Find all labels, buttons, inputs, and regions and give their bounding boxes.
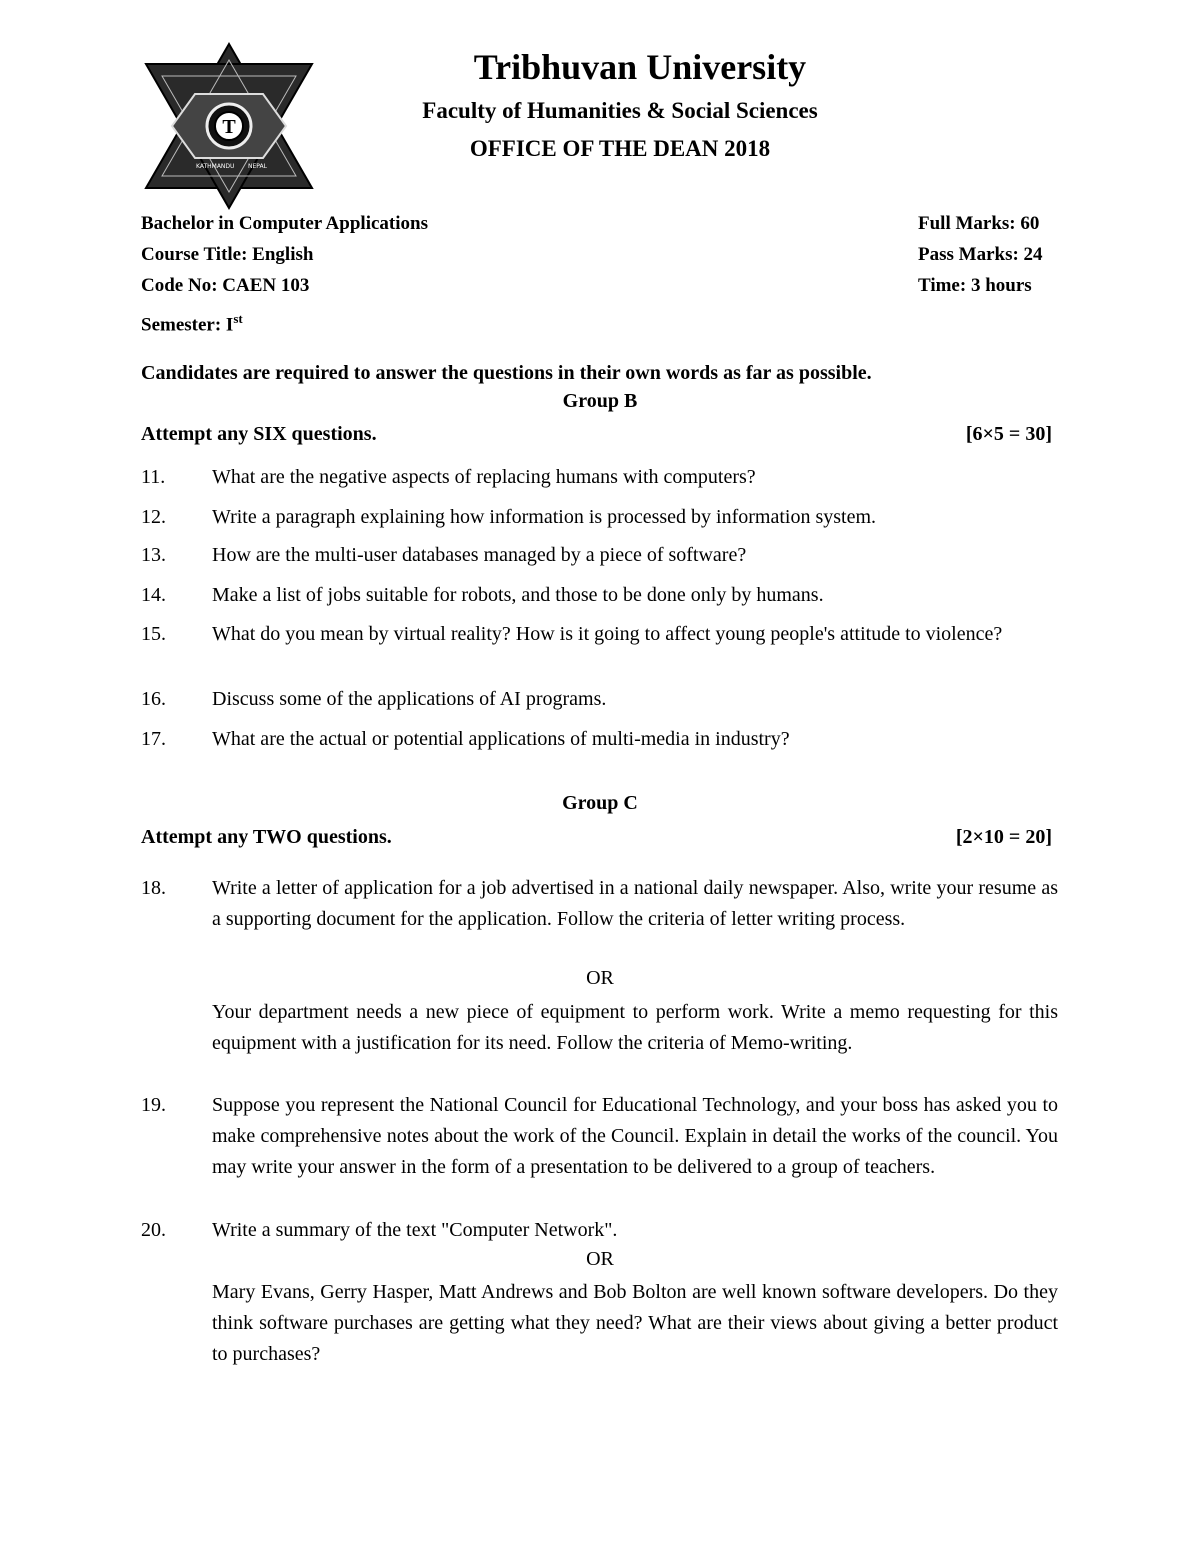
question-number: 17. [141,728,166,750]
question-text: How are the multi-user databases managed by a piece of software? [212,544,747,566]
question-14 [141,582,1061,608]
question-number: 12. [141,506,166,528]
question-text: What are the negative aspects of replacing humans with computers? [212,466,756,488]
logo-text-nepal: NEPAL [248,163,267,170]
instructions: Candidates are required to answer the questions in their own words as far as possible. [141,362,872,384]
or-separator: OR [586,1248,614,1270]
program-name: Bachelor in Computer Applications [141,213,428,234]
question-number: 13. [141,544,166,566]
question-number: 20. [141,1219,166,1241]
group-b-attempt: Attempt any SIX questions. [141,423,377,445]
group-c-marks: [2×10 = 20] [955,826,1052,848]
question-12 [141,504,1061,530]
question-text: Suppose you represent the National Council for Educational Technology, and your boss has asked you to make comprehensive notes about the work of the Council. Explain in detail the works of the council. You may write your answer in the form of a presentation to be delivered to a group of teachers. [212,1094,1058,1178]
group-c-attempt: Attempt any TWO questions. [141,826,392,848]
or-separator: OR [586,967,614,989]
office-title: OFFICE OF THE DEAN 2018 [469,136,771,161]
faculty-title: Faculty of Humanities & Social Sciences [422,98,818,123]
time-allowed: Time: 3 hours [918,275,1032,296]
question-text: What do you mean by virtual reality? How is it going to affect young people's attitude to violence? [212,623,1003,645]
question-text: Make a list of jobs suitable for robots, and those to be done only by humans. [212,584,824,606]
university-title: Tribhuvan University [473,47,807,87]
question-13 [141,542,1061,568]
question-15 [141,621,1061,647]
question-number: 19. [141,1094,166,1116]
pass-marks: Pass Marks: 24 [918,244,1043,265]
course-title: Course Title: English [141,244,314,265]
question-18-alternative: Your department needs a new piece of equipment to perform work. Write a memo requesting for this equipment with a justification for its need. Follow the criteria of Memo-writing. [212,1001,1058,1054]
group-b-title: Group B [562,390,638,412]
question-text: Write a paragraph explaining how information is processed by information system. [212,506,877,528]
question-17 [141,726,1061,752]
semester [141,311,243,336]
question-text: What are the actual or potential applications of multi-media in industry? [212,728,790,750]
semester-suffix: st [233,311,243,326]
logo-text-kathmandu: KATHMANDU [196,163,235,170]
question-20-alternative: Mary Evans, Gerry Hasper, Matt Andrews and Bob Bolton are well known software developers. Do they think software purchases are getting what they need? What are their views about giving a better product to purchases? [212,1281,1058,1365]
question-20 [141,1215,1061,1246]
question-text: Write a letter of application for a job advertised in a national daily newspaper. Also, write your resume as a supporting document for the application. Follow the criteria of letter writing process. [212,877,1058,930]
question-text: Discuss some of the applications of AI programs. [212,688,607,710]
full-marks: Full Marks: 60 [918,213,1040,234]
semester-label: Semester: I [141,314,234,336]
group-b-marks: [6×5 = 30] [965,423,1052,445]
question-number: 14. [141,584,166,606]
group-c-title: Group C [562,792,638,814]
question-19 [141,1090,1061,1183]
logo-letter: T [222,116,236,138]
course-code: Code No: CAEN 103 [141,275,310,296]
question-16 [141,686,1061,712]
question-number: 11. [141,466,166,488]
question-18 [141,873,1061,935]
question-number: 15. [141,623,166,645]
question-11 [141,464,1061,490]
question-number: 16. [141,688,166,710]
question-number: 18. [141,877,166,899]
question-text: Write a summary of the text "Computer Network". [212,1219,618,1241]
